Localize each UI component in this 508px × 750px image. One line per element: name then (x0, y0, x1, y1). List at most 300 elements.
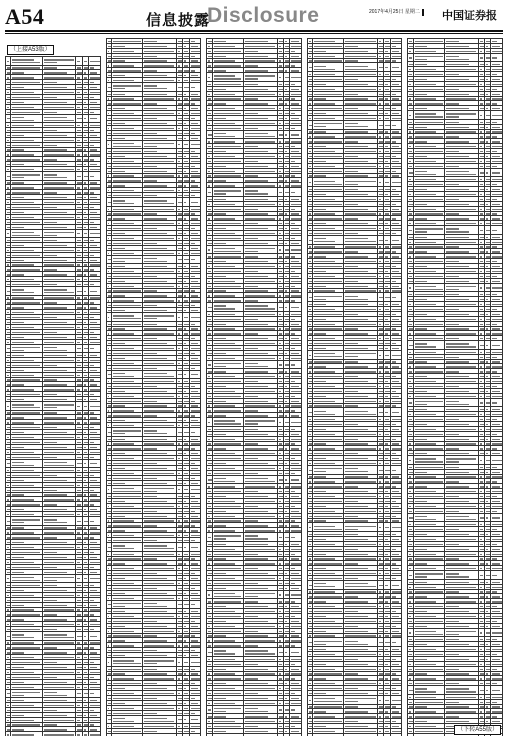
illegible-text-stroke (77, 77, 79, 78)
illegible-text-stroke (44, 177, 67, 178)
illegible-text-stroke (12, 652, 24, 653)
illegible-text-stroke (90, 348, 94, 349)
illegible-text-stroke (184, 381, 188, 382)
illegible-text-stroke (113, 530, 125, 531)
table-cell (11, 732, 42, 736)
illegible-text-stroke (191, 635, 195, 636)
illegible-text-stroke (113, 708, 134, 709)
illegible-text-stroke (113, 598, 134, 599)
illegible-text-stroke (44, 532, 74, 533)
illegible-text-stroke (113, 663, 141, 664)
illegible-text-stroke (191, 202, 198, 203)
illegible-text-stroke (184, 161, 188, 162)
illegible-text-stroke (178, 410, 180, 411)
illegible-text-stroke (12, 87, 24, 88)
illegible-text-stroke (77, 202, 79, 203)
illegible-text-stroke (108, 133, 111, 134)
illegible-text-stroke (44, 307, 67, 308)
illegible-text-stroke (178, 588, 182, 589)
illegible-text-stroke (191, 688, 198, 689)
illegible-text-stroke (44, 232, 74, 233)
table-row (6, 287, 101, 296)
illegible-text-stroke (113, 108, 125, 109)
illegible-text-stroke (144, 348, 174, 349)
illegible-text-stroke (113, 353, 141, 354)
illegible-text-stroke (44, 269, 57, 270)
illegible-text-stroke (12, 657, 33, 658)
illegible-text-stroke (191, 363, 201, 364)
illegible-text-stroke (7, 578, 9, 579)
illegible-text-stroke (77, 705, 79, 706)
illegible-text-stroke (191, 253, 201, 254)
table-cell (11, 344, 42, 353)
illegible-text-stroke (90, 217, 100, 218)
illegible-text-stroke (77, 302, 81, 303)
illegible-text-stroke (191, 483, 198, 484)
illegible-text-stroke (12, 145, 40, 146)
registration-table-2 (106, 38, 202, 736)
illegible-text-stroke (7, 614, 10, 615)
illegible-text-stroke (113, 373, 125, 374)
illegible-text-stroke (144, 540, 157, 541)
illegible-text-stroke (178, 731, 182, 732)
illegible-text-stroke (44, 302, 57, 303)
table-cell (111, 485, 142, 494)
illegible-text-stroke (90, 609, 100, 610)
illegible-text-stroke (191, 56, 195, 57)
illegible-text-stroke (7, 375, 9, 376)
illegible-text-stroke (12, 62, 40, 63)
illegible-text-stroke (7, 264, 9, 265)
illegible-text-stroke (113, 396, 134, 397)
illegible-text-stroke (7, 82, 10, 83)
illegible-text-stroke (191, 368, 195, 369)
illegible-text-stroke (113, 333, 134, 334)
illegible-text-stroke (7, 222, 10, 223)
illegible-text-stroke (191, 209, 201, 210)
illegible-text-stroke (144, 663, 157, 664)
illegible-text-stroke (108, 128, 110, 129)
illegible-text-stroke (113, 669, 141, 670)
illegible-text-stroke (90, 562, 100, 563)
illegible-text-stroke (184, 223, 188, 224)
illegible-text-stroke (191, 195, 195, 196)
illegible-text-stroke (108, 113, 110, 114)
illegible-text-stroke (108, 333, 110, 334)
table-row (6, 57, 101, 66)
illegible-text-stroke (84, 227, 86, 228)
illegible-text-stroke (108, 118, 111, 119)
illegible-text-stroke (77, 187, 79, 188)
illegible-text-stroke (144, 405, 167, 406)
illegible-text-stroke (184, 138, 186, 139)
table-row (106, 140, 201, 149)
illegible-text-stroke (90, 447, 97, 448)
illegible-text-stroke (7, 207, 10, 208)
illegible-text-stroke (90, 61, 100, 62)
illegible-text-stroke (144, 415, 157, 416)
illegible-text-stroke (108, 190, 110, 191)
illegible-text-stroke (12, 212, 24, 213)
illegible-text-stroke (191, 123, 198, 124)
illegible-text-stroke (12, 250, 33, 251)
illegible-text-stroke (7, 317, 10, 318)
illegible-text-stroke (184, 51, 188, 52)
illegible-text-stroke (144, 535, 174, 536)
illegible-text-stroke (7, 77, 9, 78)
illegible-text-stroke (184, 473, 188, 474)
illegible-text-stroke (44, 212, 67, 213)
illegible-text-stroke (144, 80, 174, 81)
table-cell (189, 140, 201, 149)
illegible-text-stroke (144, 635, 157, 636)
illegible-text-stroke (178, 317, 180, 318)
illegible-text-stroke (90, 302, 94, 303)
illegible-text-stroke (77, 437, 79, 438)
illegible-text-stroke (12, 370, 24, 371)
illegible-text-stroke (84, 384, 86, 385)
illegible-text-stroke (84, 337, 86, 338)
illegible-text-stroke (178, 708, 180, 709)
illegible-text-stroke (44, 499, 74, 500)
illegible-text-stroke (44, 82, 57, 83)
illegible-text-stroke (113, 218, 125, 219)
illegible-text-stroke (12, 159, 40, 160)
illegible-text-stroke (90, 693, 94, 694)
illegible-text-stroke (90, 636, 97, 637)
illegible-text-stroke (178, 41, 182, 42)
table-cell (189, 313, 201, 322)
illegible-text-stroke (90, 547, 100, 548)
table-row (106, 428, 201, 437)
illegible-text-stroke (44, 705, 74, 706)
illegible-text-stroke (77, 578, 79, 579)
illegible-text-stroke (12, 647, 40, 648)
illegible-text-stroke (12, 59, 33, 60)
table-cell (88, 172, 100, 181)
illegible-text-stroke (191, 386, 195, 387)
illegible-text-stroke (12, 624, 33, 625)
illegible-text-stroke (191, 118, 195, 119)
illegible-text-stroke (7, 284, 10, 285)
illegible-text-stroke (178, 56, 182, 57)
illegible-text-stroke (178, 650, 182, 651)
illegible-text-stroke (191, 218, 198, 219)
illegible-text-stroke (113, 626, 125, 627)
illegible-text-stroke (84, 182, 86, 183)
illegible-text-stroke (191, 731, 195, 732)
illegible-text-stroke (44, 567, 57, 568)
illegible-text-stroke (178, 161, 180, 162)
illegible-text-stroke (84, 154, 88, 155)
illegible-text-stroke (90, 222, 94, 223)
illegible-text-stroke (113, 443, 134, 444)
illegible-text-stroke (90, 527, 97, 528)
illegible-text-stroke (12, 327, 33, 328)
illegible-text-stroke (191, 276, 195, 277)
illegible-text-stroke (184, 520, 188, 521)
illegible-text-stroke (77, 97, 81, 98)
illegible-text-stroke (144, 511, 157, 512)
illegible-text-stroke (84, 595, 88, 596)
illegible-text-stroke (12, 379, 40, 380)
illegible-text-stroke (84, 700, 86, 701)
illegible-text-stroke (178, 432, 182, 433)
illegible-text-stroke (77, 600, 81, 601)
illegible-text-stroke (113, 415, 141, 416)
illegible-text-stroke (113, 425, 134, 426)
illegible-text-stroke (108, 396, 110, 397)
illegible-text-stroke (77, 255, 81, 256)
illegible-text-stroke (44, 605, 67, 606)
illegible-text-stroke (191, 458, 201, 459)
table-row (6, 459, 101, 468)
illegible-text-stroke (184, 65, 188, 66)
illegible-text-stroke (108, 478, 111, 479)
table-cell (189, 658, 201, 667)
illegible-text-stroke (90, 317, 94, 318)
illegible-text-stroke (84, 705, 88, 706)
illegible-text-stroke (77, 720, 79, 721)
illegible-text-stroke (113, 85, 141, 86)
illegible-text-stroke (184, 108, 186, 109)
illegible-text-stroke (44, 120, 74, 121)
illegible-text-stroke (113, 640, 125, 641)
illegible-text-stroke (12, 567, 40, 568)
illegible-text-stroke (113, 650, 141, 651)
illegible-text-stroke (144, 708, 174, 709)
illegible-text-stroke (144, 603, 157, 604)
illegible-text-stroke (84, 92, 88, 93)
illegible-text-stroke (84, 297, 88, 298)
illegible-text-stroke (90, 140, 100, 141)
illegible-text-stroke (178, 396, 180, 397)
illegible-text-stroke (44, 394, 57, 395)
illegible-text-stroke (113, 175, 134, 176)
illegible-text-stroke (84, 532, 88, 533)
illegible-text-stroke (12, 417, 24, 418)
illegible-text-stroke (44, 672, 74, 673)
illegible-text-stroke (144, 338, 157, 339)
illegible-text-stroke (44, 197, 67, 198)
illegible-text-stroke (178, 363, 180, 364)
illegible-text-stroke (178, 616, 180, 617)
table-cell (189, 715, 201, 724)
illegible-text-stroke (90, 619, 97, 620)
table-cell (88, 689, 100, 698)
masthead-rule-thin (5, 33, 503, 34)
illegible-text-stroke (90, 552, 94, 553)
illegible-text-stroke (12, 332, 40, 333)
illegible-text-stroke (144, 598, 174, 599)
illegible-text-stroke (108, 386, 111, 387)
illegible-text-stroke (184, 662, 188, 663)
illegible-text-stroke (7, 490, 10, 491)
illegible-text-stroke (12, 600, 40, 601)
illegible-text-stroke (12, 72, 24, 73)
illegible-text-stroke (113, 688, 125, 689)
illegible-text-stroke (7, 521, 10, 522)
illegible-text-stroke (12, 284, 40, 285)
illegible-text-stroke (178, 243, 182, 244)
illegible-text-stroke (191, 616, 201, 617)
illegible-text-stroke (191, 228, 195, 229)
illegible-text-stroke (12, 202, 33, 203)
illegible-text-stroke (44, 62, 57, 63)
illegible-text-stroke (113, 401, 141, 402)
illegible-text-stroke (84, 422, 88, 423)
illegible-text-stroke (77, 145, 81, 146)
illegible-text-stroke (12, 292, 33, 293)
illegible-text-stroke (113, 348, 134, 349)
illegible-text-stroke (12, 255, 40, 256)
illegible-text-stroke (77, 360, 79, 361)
illegible-text-stroke (12, 279, 33, 280)
illegible-text-stroke (113, 94, 125, 95)
illegible-text-stroke (144, 496, 157, 497)
illegible-text-stroke (7, 705, 9, 706)
illegible-text-stroke (184, 310, 186, 311)
illegible-text-stroke (77, 710, 81, 711)
illegible-text-stroke (108, 713, 111, 714)
illegible-text-stroke (44, 255, 57, 256)
illegible-text-stroke (113, 376, 134, 377)
illegible-text-stroke (90, 135, 97, 136)
illegible-text-stroke (113, 195, 141, 196)
illegible-text-stroke (144, 253, 174, 254)
illegible-text-stroke (191, 290, 195, 291)
table-cell (11, 574, 42, 583)
illegible-text-stroke (113, 209, 134, 210)
illegible-text-stroke (77, 687, 79, 688)
illegible-text-stroke (77, 547, 79, 548)
illegible-text-stroke (113, 286, 134, 287)
illegible-text-stroke (77, 159, 81, 160)
illegible-text-stroke (178, 338, 182, 339)
illegible-text-stroke (184, 253, 188, 254)
illegible-text-stroke (178, 213, 182, 214)
illegible-text-stroke (191, 180, 195, 181)
illegible-text-stroke (44, 695, 67, 696)
illegible-text-stroke (7, 734, 9, 735)
illegible-text-stroke (44, 457, 57, 458)
illegible-text-stroke (7, 130, 10, 131)
illegible-text-stroke (44, 642, 74, 643)
illegible-text-stroke (144, 143, 174, 144)
illegible-text-stroke (84, 572, 86, 573)
table-cell (143, 715, 177, 724)
illegible-text-stroke (12, 342, 33, 343)
illegible-text-stroke (178, 583, 180, 584)
illegible-text-stroke (90, 437, 100, 438)
illegible-text-stroke (191, 259, 195, 260)
illegible-text-stroke (178, 520, 180, 521)
illegible-text-stroke (184, 144, 188, 145)
illegible-text-stroke (191, 108, 198, 109)
illegible-text-stroke (178, 540, 182, 541)
illegible-text-stroke (12, 269, 40, 270)
illegible-text-stroke (44, 284, 57, 285)
illegible-text-stroke (84, 61, 88, 62)
illegible-text-stroke (84, 107, 88, 108)
illegible-text-stroke (44, 240, 57, 241)
illegible-text-stroke (144, 65, 174, 66)
illegible-text-stroke (77, 562, 79, 563)
illegible-text-stroke (77, 61, 79, 62)
illegible-text-stroke (144, 678, 174, 679)
illegible-text-stroke (12, 235, 40, 236)
illegible-text-stroke (77, 154, 79, 155)
illegible-text-stroke (184, 640, 186, 641)
illegible-text-stroke (191, 655, 198, 656)
illegible-text-stroke (191, 673, 198, 674)
illegible-text-stroke (44, 327, 74, 328)
illegible-text-stroke (12, 462, 24, 463)
illegible-text-stroke (84, 687, 88, 688)
illegible-text-stroke (44, 169, 74, 170)
illegible-text-stroke (12, 149, 24, 150)
illegible-text-stroke (191, 94, 198, 95)
illegible-text-stroke (44, 217, 74, 218)
illegible-text-stroke (178, 51, 180, 52)
illegible-text-stroke (44, 125, 74, 126)
illegible-text-stroke (178, 333, 180, 334)
illegible-text-stroke (178, 478, 182, 479)
illegible-text-stroke (144, 233, 167, 234)
illegible-text-stroke (178, 348, 180, 349)
illegible-text-stroke (44, 245, 67, 246)
illegible-text-stroke (184, 626, 186, 627)
illegible-text-stroke (178, 305, 182, 306)
illegible-text-stroke (144, 558, 157, 559)
illegible-text-stroke (90, 342, 100, 343)
illegible-text-stroke (12, 514, 33, 515)
illegible-text-stroke (178, 535, 180, 536)
illegible-text-stroke (7, 452, 9, 453)
illegible-text-stroke (191, 583, 201, 584)
illegible-text-stroke (12, 112, 40, 113)
illegible-text-stroke (90, 389, 100, 390)
illegible-text-stroke (191, 516, 198, 517)
illegible-text-stroke (113, 161, 134, 162)
illegible-text-stroke (108, 621, 111, 622)
table-cell (42, 172, 76, 181)
illegible-text-stroke (84, 720, 88, 721)
illegible-text-stroke (191, 310, 198, 311)
illegible-text-stroke (77, 233, 79, 234)
illegible-text-stroke (44, 407, 57, 408)
illegible-text-stroke (113, 166, 141, 167)
illegible-text-stroke (184, 631, 188, 632)
illegible-text-stroke (77, 365, 81, 366)
illegible-text-stroke (108, 324, 111, 325)
illegible-text-stroke (144, 368, 157, 369)
illegible-text-stroke (108, 286, 110, 287)
illegible-text-stroke (191, 271, 201, 272)
illegible-text-stroke (191, 328, 198, 329)
illegible-text-stroke (84, 734, 88, 735)
illegible-text-stroke (90, 77, 100, 78)
illegible-text-stroke (77, 514, 79, 515)
illegible-text-stroke (184, 123, 186, 124)
illegible-text-stroke (90, 92, 100, 93)
illegible-text-stroke (108, 432, 111, 433)
illegible-text-stroke (44, 527, 67, 528)
illegible-text-stroke (144, 295, 167, 296)
illegible-text-stroke (7, 67, 10, 68)
illegible-text-stroke (44, 164, 67, 165)
illegible-text-stroke (113, 488, 134, 489)
